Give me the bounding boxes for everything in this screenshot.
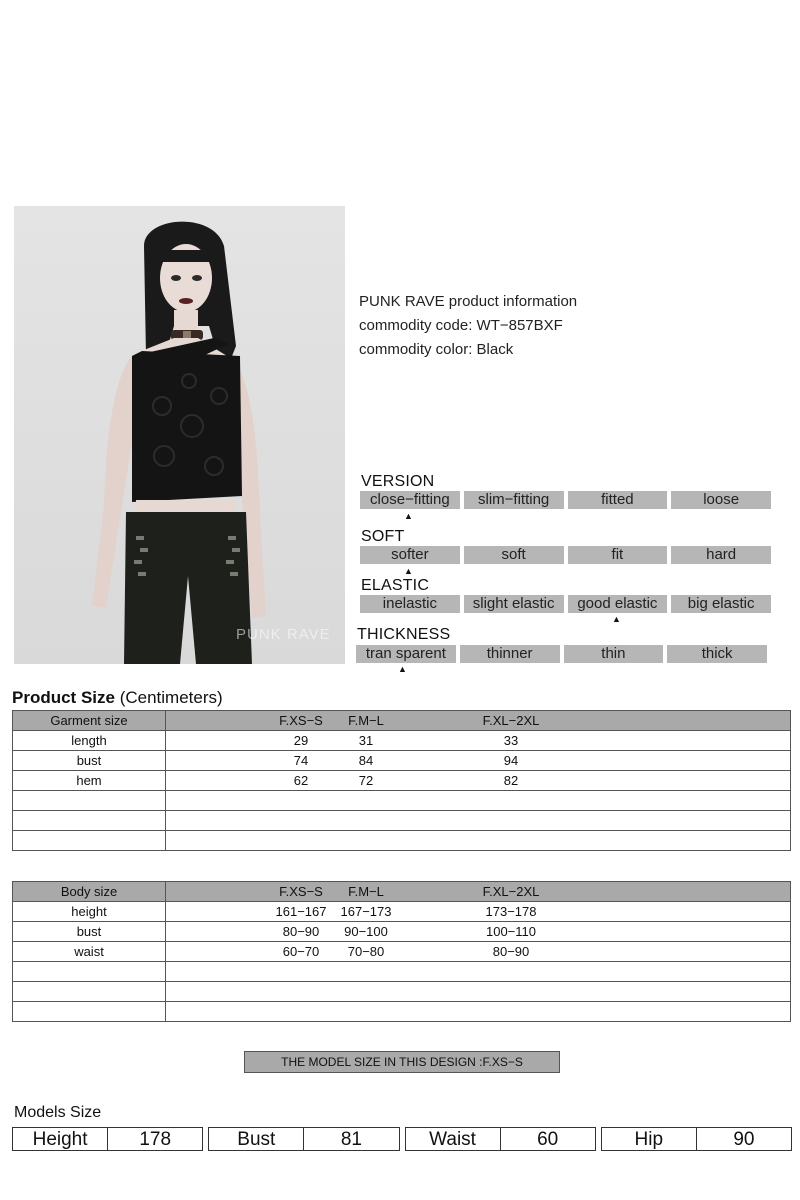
table-cell: 82: [503, 773, 519, 788]
body-size-table: [12, 881, 791, 1022]
selected-marker-version: ▲: [404, 511, 413, 521]
table-header-cell: F.XL−2XL: [482, 884, 540, 899]
product-size-unit: (Centimeters): [119, 688, 223, 707]
table-cell: waist: [13, 942, 166, 962]
model-measure-waist: [405, 1127, 596, 1151]
table-header-cell: F.M−L: [348, 884, 384, 899]
table-cell: bust: [13, 922, 166, 942]
commodity-color: commodity color: Black: [359, 341, 514, 358]
table-row-empty: [13, 1002, 791, 1022]
table-header-cell: Body size: [13, 882, 166, 902]
table-row: [13, 902, 791, 922]
models-size-row: [12, 1127, 792, 1151]
table-row: [13, 771, 791, 791]
scale-title-elastic: ELASTIC: [361, 577, 430, 594]
product-size-heading: [12, 688, 223, 708]
scale-option: close−fitting: [360, 491, 460, 509]
table-header-values: [166, 711, 791, 731]
table-row: [13, 731, 791, 751]
measure-value: 90: [696, 1128, 791, 1150]
table-cell: 84: [358, 753, 374, 768]
scale-option: fitted: [568, 491, 668, 509]
scale-bar-soft: [360, 546, 771, 564]
scale-option: good elastic: [568, 595, 668, 613]
scale-option: fit: [568, 546, 668, 564]
scale-title-thickness: THICKNESS: [357, 626, 451, 643]
table-cell: bust: [13, 751, 166, 771]
table-row-empty: [13, 831, 791, 851]
scale-option: inelastic: [360, 595, 460, 613]
watermark: PUNK RAVE: [236, 626, 331, 643]
table-cell: 60−70: [282, 944, 320, 959]
measure-value: 81: [303, 1128, 398, 1150]
table-cell: 70−80: [347, 944, 385, 959]
model-illustration: [14, 206, 345, 664]
scale-option: thinner: [460, 645, 560, 663]
models-size-title: Models Size: [14, 1104, 102, 1121]
table-cell: 94: [503, 753, 519, 768]
info-title: PUNK RAVE product information: [359, 293, 578, 310]
table-header-cell: F.XS−S: [279, 713, 323, 728]
table-cell: height: [13, 902, 166, 922]
table-row: [13, 942, 791, 962]
scale-option: slim−fitting: [464, 491, 564, 509]
scale-option: hard: [671, 546, 771, 564]
scale-bar-elastic: [360, 595, 771, 613]
table-cell: length: [13, 731, 166, 751]
measure-value: 178: [107, 1128, 202, 1150]
table-header-row: [13, 882, 791, 902]
table-cell: 167−173: [340, 904, 392, 919]
scale-option: softer: [360, 546, 460, 564]
product-photo: [14, 206, 345, 664]
scale-option: loose: [671, 491, 771, 509]
table-row: [13, 751, 791, 771]
table-cell: 100−110: [485, 924, 536, 939]
scale-title-soft: SOFT: [361, 528, 405, 545]
table-header-row: [13, 711, 791, 731]
model-measure-bust: [208, 1127, 399, 1151]
table-header-cell: F.XL−2XL: [482, 713, 540, 728]
table-cell: 29: [293, 733, 309, 748]
model-measure-height: [12, 1127, 203, 1151]
scale-bar-version: [360, 491, 771, 509]
measure-label: Bust: [237, 1129, 276, 1150]
product-size-title: Product Size: [12, 688, 115, 707]
commodity-code: commodity code: WT−857BXF: [359, 317, 563, 334]
table-cell: 80−90: [282, 924, 320, 939]
scale-title-version: VERSION: [361, 473, 435, 490]
measure-label: Height: [32, 1129, 88, 1150]
scale-bar-thickness: [356, 645, 767, 663]
table-header-cell: Garment size: [13, 711, 166, 731]
measure-value: 60: [500, 1128, 595, 1150]
selected-marker-elastic: ▲: [612, 614, 621, 624]
table-row-empty: [13, 962, 791, 982]
scale-option: thin: [564, 645, 664, 663]
model-size-note: THE MODEL SIZE IN THIS DESIGN :F.XS−S: [244, 1051, 560, 1073]
scale-option: slight elastic: [464, 595, 564, 613]
selected-marker-thickness: ▲: [398, 664, 407, 674]
table-cell: hem: [13, 771, 166, 791]
table-cell: 33: [503, 733, 519, 748]
table-cell: 80−90: [492, 944, 530, 959]
table-cell: 62: [293, 773, 309, 788]
table-cell: 74: [293, 753, 309, 768]
scale-option: thick: [667, 645, 767, 663]
table-row-empty: [13, 811, 791, 831]
scale-option: soft: [464, 546, 564, 564]
measure-label: Hip: [634, 1129, 664, 1150]
table-row: [13, 922, 791, 942]
table-cell: 31: [358, 733, 374, 748]
table-cell: 72: [358, 773, 374, 788]
measure-label: Waist: [429, 1129, 476, 1150]
scale-option: big elastic: [671, 595, 771, 613]
garment-size-table: [12, 710, 791, 851]
table-row-empty: [13, 791, 791, 811]
scale-option: tran sparent: [356, 645, 456, 663]
table-header-cell: F.XS−S: [279, 884, 323, 899]
table-cell: 90−100: [344, 924, 388, 939]
selected-marker-soft: ▲: [404, 566, 413, 576]
table-header-cell: F.M−L: [348, 713, 384, 728]
table-cell: 173−178: [485, 904, 537, 919]
table-row-empty: [13, 982, 791, 1002]
table-cell: 161−167: [275, 904, 327, 919]
model-measure-hip: [601, 1127, 792, 1151]
